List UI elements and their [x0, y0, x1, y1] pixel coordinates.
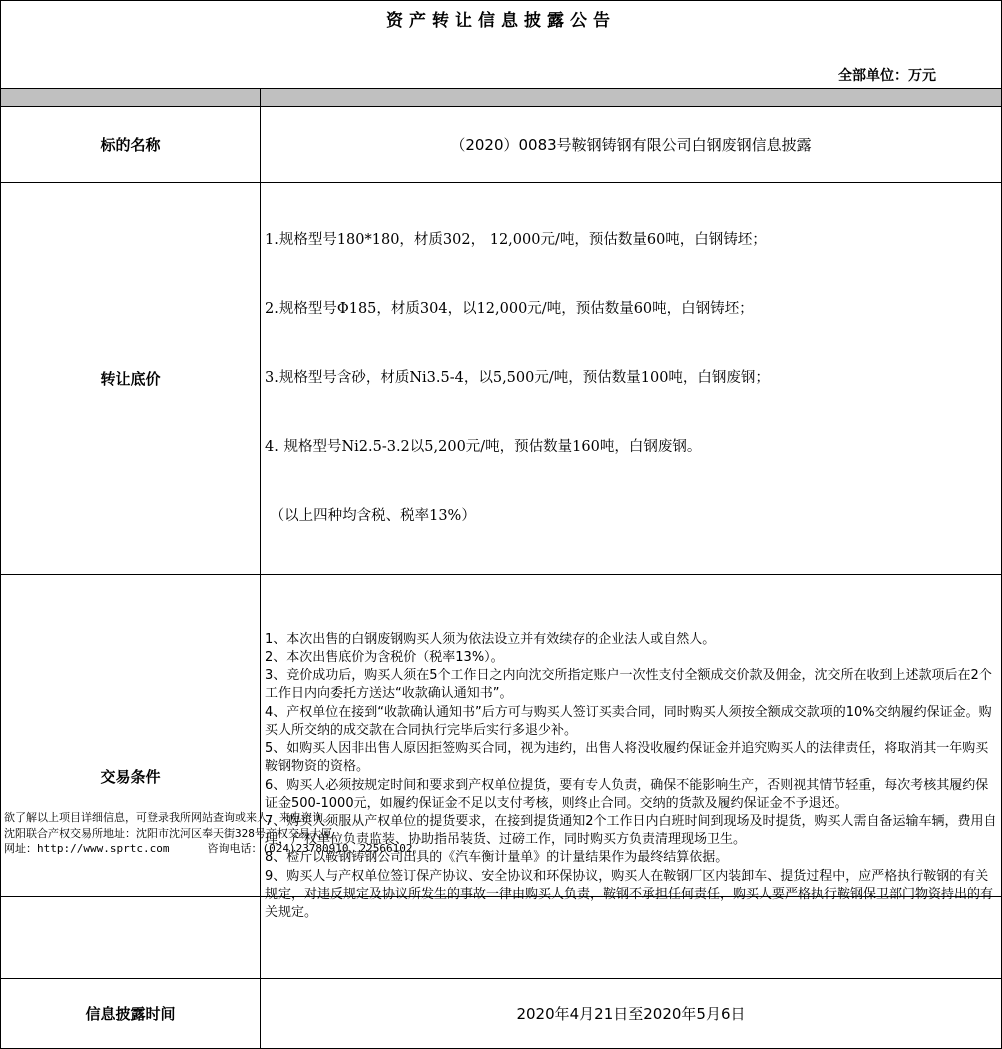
terms-cell: [261, 575, 1002, 979]
footer-info: [4, 810, 424, 857]
footer-phone: 咨询电话：(024)23780910、22566102。: [207, 842, 424, 855]
price-line: 2.规格型号Φ185，材质304，以12,000元/吨，预估数量60吨，白钢铸坯；: [265, 301, 754, 317]
terms-item: 8、检斤以鞍钢铸钢公司出具的《汽车衡计量单》的计量结果作为最终结算依据。: [265, 850, 729, 866]
footer-line-contact: 欲了解以上项目详细信息，可登录我所网站查询或来人、来电咨询。: [4, 811, 334, 824]
table-row-time: [1, 979, 1002, 1049]
price-cell: [261, 183, 1002, 575]
price-label: 转让底价: [1, 183, 261, 575]
footer-website[interactable]: 网址：http://www.sprtc.com: [4, 842, 170, 855]
terms-item: 6、购买人必须按规定时间和要求到产权单位提货，要有专人负责，确保不能影响生产，否则视其情节轻重，每次考核其履约保证金500-1000元，如履约保证金不足以支付考核，则终止合同。交纳的货款及履约保证金不予退还。: [265, 777, 989, 811]
header-band-row: [1, 89, 1002, 107]
table-row-price: [1, 183, 1002, 575]
time-value: 2020年4月21日至2020年5月6日: [261, 979, 1002, 1049]
name-label: 标的名称: [1, 107, 261, 183]
page-title: 资产转让信息披露公告: [386, 11, 616, 31]
price-line: 3.规格型号含砂，材质Ni3.5-4，以5,500元/吨，预估数量100吨，白钢废钢；: [265, 370, 770, 386]
table-row-terms: [1, 575, 1002, 979]
header-band-right: [261, 89, 1002, 107]
time-label: 信息披露时间: [1, 979, 261, 1049]
terms-item: 9、购买人与产权单位签订保产协议、安全协议和环保协议，购买人在鞍钢厂区内装卸车、提货过程中，应严格执行鞍钢的有关规定，对违反规定及协议所发生的事故一律由购买人负责，鞍钢不承担任何责任，购买人要严格执行鞍钢保卫部门物资持出的有关规定。: [265, 868, 994, 920]
footer-line-web: [4, 841, 424, 857]
terms-list: [261, 627, 1001, 926]
unit-note: 全部单位：万元: [838, 68, 936, 84]
header-band-left: [1, 89, 261, 107]
price-line: 4. 规格型号Ni2.5-3.2以5,200元/吨，预估数量160吨，白钢废钢。: [265, 439, 702, 455]
price-note: （以上四种均含税、税率13%）: [265, 508, 476, 524]
terms-item: 1、本次出售的白钢废钢购买人须为依法设立并有效续存的企业法人或自然人。: [265, 631, 716, 647]
terms-item: 5、如购买人因非出售人原因拒签购买合同，视为违约，出售人将没收履约保证金并追究购买人的法律责任，将取消其一年购买鞍钢物资的资格。: [265, 741, 989, 775]
price-lines: [261, 183, 1001, 574]
terms-label: 交易条件: [1, 575, 261, 979]
name-value: （2020）0083号鞍钢铸钢有限公司白钢废钢信息披露: [261, 107, 1002, 183]
table-row-name: [1, 107, 1002, 183]
terms-item: 3、竞价成功后，购买人须在5个工作日之内向沈交所指定账户一次性支付全额成交价款及佣金，沈交所在收到上述款项后在2个工作日内向委托方送达“收款确认通知书”。: [265, 668, 992, 702]
price-line: 1.规格型号180*180，材质302， 12,000元/吨，预估数量60吨，白钢铸坯；: [265, 232, 767, 248]
footer-line-address: 沈阳联合产权交易所地址：沈阳市沈河区奉天街328号产权交易大厦。: [4, 826, 343, 840]
terms-item: 7、购买人须服从产权单位的提货要求，在接到提货通知2个工作日内白班时间到现场及时提货，购买人需自备运输车辆，费用自理，产权单位负责监装、协助指吊装货、过磅工作，同时购买方负责清理现场卫生。: [265, 813, 997, 848]
disclosure-table: [0, 88, 1002, 1049]
terms-item: 2、本次出售底价为含税价（税率13%）。: [265, 650, 504, 666]
terms-item: 4、产权单位在接到“收款确认通知书”后方可与购买人签订买卖合同，同时购买人须按全额成交款项的10%交纳履约保证金。购买人所交纳的成交款在合同执行完毕后实行多退少补。: [265, 704, 992, 738]
